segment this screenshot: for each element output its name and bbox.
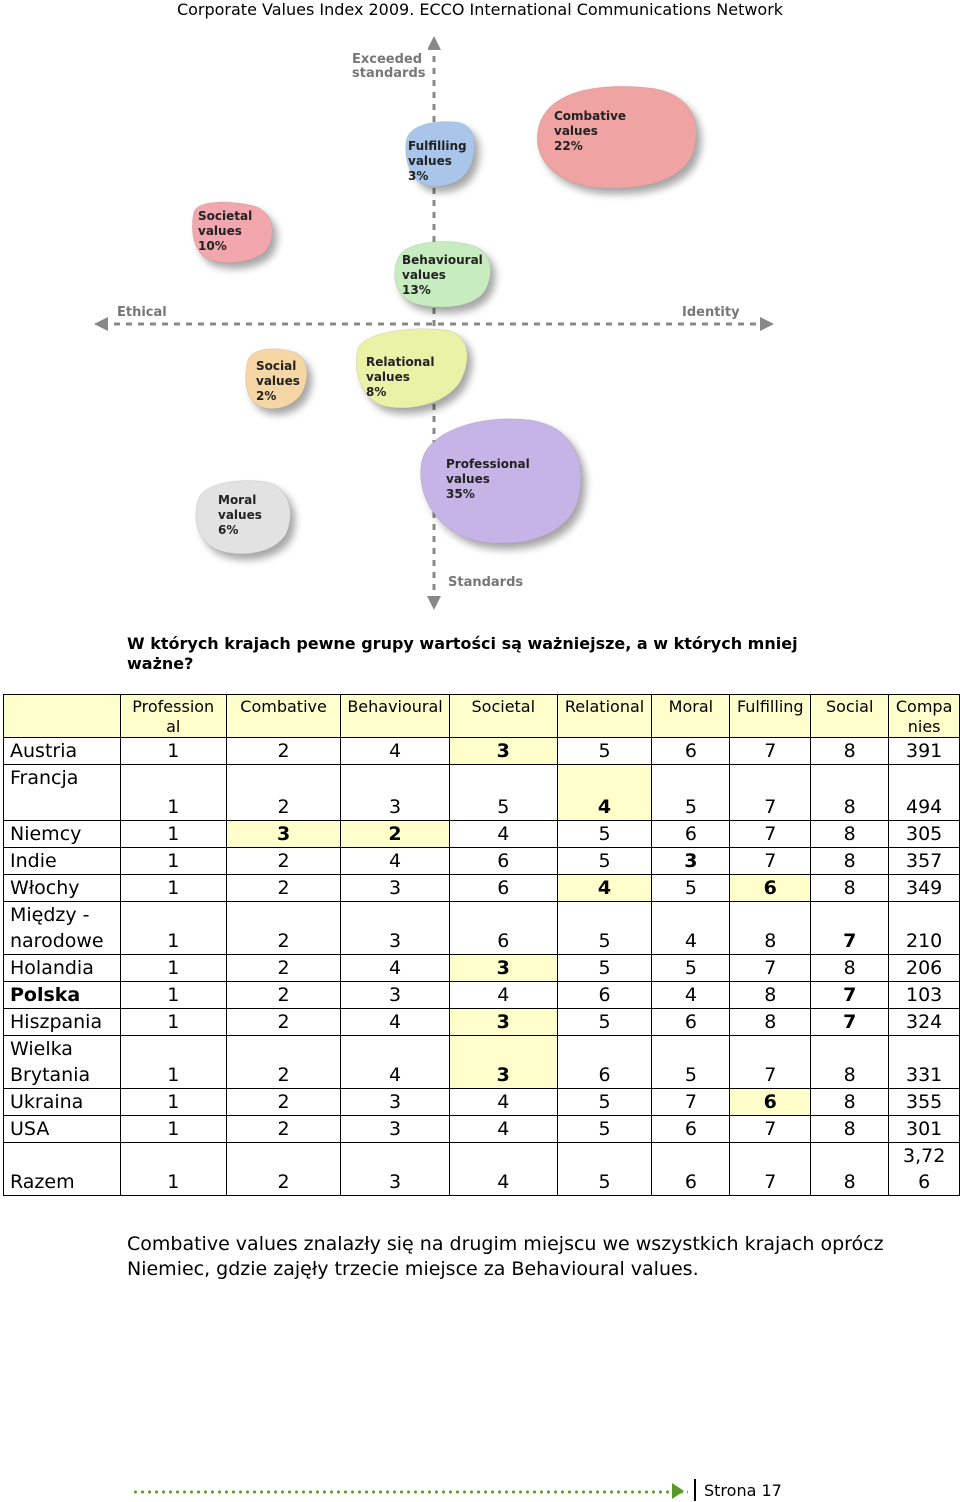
value-cell: 1	[120, 848, 226, 875]
axis-label-bottom: Standards	[448, 575, 524, 590]
stone-label-1-0: Fulfilling	[408, 139, 467, 153]
stone-label-3-1: values	[402, 268, 446, 282]
stone-label-3-2: 13%	[402, 283, 431, 297]
value-cell: 7	[730, 1036, 811, 1089]
country-cell: Holandia	[4, 955, 121, 982]
stone-label-5-1: values	[366, 370, 410, 384]
value-cell: 2	[226, 848, 340, 875]
value-cell: 7	[811, 902, 889, 955]
stone-label-7-1: values	[218, 508, 262, 522]
value-cell: 8	[811, 1143, 889, 1196]
value-cell: 7	[811, 982, 889, 1009]
value-cell: 8	[811, 821, 889, 848]
footer-divider	[694, 1479, 696, 1501]
value-cell: 494	[889, 765, 960, 821]
value-cell: 1	[120, 1116, 226, 1143]
value-cell: 4	[652, 902, 730, 955]
value-cell: 6	[652, 1009, 730, 1036]
value-cell: 305	[889, 821, 960, 848]
value-cell: 1	[120, 765, 226, 821]
country-cell: Hiszpania	[4, 1009, 121, 1036]
value-cell: 3	[341, 765, 450, 821]
country-cell: Polska	[4, 982, 121, 1009]
value-cell: 5	[557, 1143, 652, 1196]
value-cell: 7	[730, 765, 811, 821]
country-cell: Niemcy	[4, 821, 121, 848]
stone-label-0-2: 22%	[554, 139, 583, 153]
table-row	[4, 982, 960, 1009]
value-cell: 349	[889, 875, 960, 902]
value-cell: 2	[226, 982, 340, 1009]
value-cell: 2	[226, 1036, 340, 1089]
column-header: Moral	[652, 695, 730, 738]
value-cell: 3	[449, 1036, 557, 1089]
value-cell: 3	[341, 1143, 450, 1196]
value-cell: 4	[557, 765, 652, 821]
stone-label-3-0: Behavioural	[402, 253, 483, 267]
value-cell: 3	[341, 1089, 450, 1116]
axis-label-left: Ethical	[117, 305, 167, 320]
value-cell: 6	[449, 902, 557, 955]
value-cell: 357	[889, 848, 960, 875]
stone-label-4-0: Social	[256, 359, 297, 373]
country-cell: Włochy	[4, 875, 121, 902]
stone-label-4-2: 2%	[256, 389, 277, 403]
value-cell: 2	[226, 1116, 340, 1143]
value-cell: 5	[557, 1116, 652, 1143]
value-cell: 5	[652, 955, 730, 982]
value-cell: 6	[730, 1089, 811, 1116]
axis-arrow-down	[427, 596, 441, 610]
value-cell: 2	[226, 875, 340, 902]
value-cell: 8	[811, 1089, 889, 1116]
value-cell: 7	[730, 848, 811, 875]
value-cell: 4	[341, 848, 450, 875]
stone-label-2-1: values	[198, 224, 242, 238]
value-cell: 5	[652, 765, 730, 821]
value-cell: 3	[341, 902, 450, 955]
value-cell: 7	[652, 1089, 730, 1116]
value-cell: 6	[652, 821, 730, 848]
table-row	[4, 1009, 960, 1036]
value-cell: 5	[557, 902, 652, 955]
value-cell: 355	[889, 1089, 960, 1116]
country-cell: Ukraina	[4, 1089, 121, 1116]
value-cell: 3	[341, 1116, 450, 1143]
table-row	[4, 765, 960, 821]
table-row	[4, 1036, 960, 1089]
value-cell: 2	[226, 955, 340, 982]
axis-arrow-right	[760, 317, 774, 331]
value-cell: 7	[811, 1009, 889, 1036]
column-header: Compa nies	[889, 695, 960, 738]
values-ranking-table	[3, 694, 960, 1196]
value-cell: 2	[226, 765, 340, 821]
value-cell: 8	[811, 848, 889, 875]
value-cell: 6	[449, 875, 557, 902]
page-number: Strona 17	[704, 1481, 782, 1500]
value-cell: 8	[811, 875, 889, 902]
footer-dotted-line	[132, 1490, 688, 1494]
column-header: Fulfilling	[730, 695, 811, 738]
value-cell: 331	[889, 1036, 960, 1089]
stone-label-6-1: values	[446, 472, 490, 486]
axis-label-right: Identity	[682, 305, 740, 320]
value-cell: 5	[652, 875, 730, 902]
stone-label-2-2: 10%	[198, 239, 227, 253]
value-cell: 391	[889, 738, 960, 765]
value-cell: 6	[730, 875, 811, 902]
axis-label-top-1: Exceeded	[352, 52, 423, 67]
value-cell: 8	[811, 1036, 889, 1089]
stone-label-5-2: 8%	[366, 385, 387, 399]
value-cell: 3	[341, 982, 450, 1009]
stone-label-7-0: Moral	[218, 493, 257, 507]
value-cell: 3	[341, 875, 450, 902]
stone-label-6-0: Professional	[446, 457, 530, 471]
stone-label-1-2: 3%	[408, 169, 429, 183]
value-cell: 3	[449, 1009, 557, 1036]
value-cell: 1	[120, 875, 226, 902]
value-cell: 4	[449, 1116, 557, 1143]
value-cell: 1	[120, 1009, 226, 1036]
value-cell: 6	[652, 738, 730, 765]
value-cell: 2	[226, 1143, 340, 1196]
footer-arrow-icon	[672, 1483, 684, 1499]
country-cell: Razem	[4, 1143, 121, 1196]
table-row	[4, 738, 960, 765]
value-cell: 8	[730, 902, 811, 955]
value-cell: 4	[449, 1089, 557, 1116]
value-cell: 1	[120, 982, 226, 1009]
value-cell: 206	[889, 955, 960, 982]
stone-label-7-2: 6%	[218, 523, 239, 537]
axis-arrow-left	[94, 317, 108, 331]
country-cell: Między - narodowe	[4, 902, 121, 955]
table-row	[4, 1143, 960, 1196]
value-cell: 8	[811, 738, 889, 765]
value-cell: 8	[811, 955, 889, 982]
value-cell: 324	[889, 1009, 960, 1036]
header-corner	[4, 695, 121, 738]
stone-label-4-1: values	[256, 374, 300, 388]
value-cell: 4	[449, 1143, 557, 1196]
stone-label-0-0: Combative	[554, 109, 627, 123]
section-question: W których krajach pewne grupy wartości są ważniejsze, a w których mniej ważne?	[127, 634, 798, 673]
stone-professional	[421, 419, 581, 544]
table-row	[4, 821, 960, 848]
column-header: Combative	[226, 695, 340, 738]
value-cell: 2	[226, 1089, 340, 1116]
table-row	[4, 902, 960, 955]
value-cell: 4	[341, 955, 450, 982]
column-header: Social	[811, 695, 889, 738]
value-cell: 6	[652, 1116, 730, 1143]
value-cell: 7	[730, 738, 811, 765]
value-cell: 1	[120, 1143, 226, 1196]
value-cell: 2	[341, 821, 450, 848]
value-cell: 210	[889, 902, 960, 955]
conclusion-text: Combative values znalazły się na drugim miejscu we wszystkich krajach oprócz Niemiec, gdzie zajęły trzecie miejsce za Behavioural values.	[127, 1233, 884, 1280]
value-cell: 8	[730, 982, 811, 1009]
value-cell: 5	[557, 1009, 652, 1036]
value-cell: 1	[120, 902, 226, 955]
value-cell: 4	[652, 982, 730, 1009]
value-cell: 8	[811, 1116, 889, 1143]
value-cell: 103	[889, 982, 960, 1009]
value-cell: 301	[889, 1116, 960, 1143]
values-map-chart	[90, 30, 790, 630]
country-cell: Indie	[4, 848, 121, 875]
value-cell: 7	[730, 1116, 811, 1143]
stone-label-6-2: 35%	[446, 487, 475, 501]
value-cell: 1	[120, 738, 226, 765]
stone-label-2-0: Societal	[198, 209, 253, 223]
value-cell: 4	[341, 1036, 450, 1089]
stone-label-0-1: values	[554, 124, 598, 138]
country-cell: USA	[4, 1116, 121, 1143]
value-cell: 1	[120, 821, 226, 848]
table-row	[4, 1116, 960, 1143]
stone-label-5-0: Relational	[366, 355, 435, 369]
value-cell: 6	[449, 848, 557, 875]
value-cell: 5	[557, 821, 652, 848]
table-row	[4, 875, 960, 902]
value-cell: 6	[557, 982, 652, 1009]
column-header: Societal	[449, 695, 557, 738]
table-header-row	[4, 695, 960, 738]
value-cell: 1	[120, 1036, 226, 1089]
country-cell: Wielka Brytania	[4, 1036, 121, 1089]
value-cell: 6	[557, 1036, 652, 1089]
value-cell: 5	[557, 738, 652, 765]
axis-label-top-2: standards	[352, 66, 426, 81]
value-cell: 1	[120, 1089, 226, 1116]
value-cell: 5	[557, 848, 652, 875]
value-cell: 4	[449, 982, 557, 1009]
value-cell: 5	[449, 765, 557, 821]
value-cell: 5	[652, 1036, 730, 1089]
value-cell: 7	[730, 955, 811, 982]
axis-arrow-up	[427, 36, 441, 50]
table-row	[4, 848, 960, 875]
column-header: Profession al	[120, 695, 226, 738]
value-cell: 5	[557, 1089, 652, 1116]
column-header: Relational	[557, 695, 652, 738]
column-header: Behavioural	[341, 695, 450, 738]
page-header: Corporate Values Index 2009. ECCO International Communications Network	[176, 0, 784, 19]
value-cell: 4	[341, 738, 450, 765]
value-cell: 7	[730, 821, 811, 848]
value-cell: 3	[652, 848, 730, 875]
table-row	[4, 1089, 960, 1116]
value-cell: 2	[226, 902, 340, 955]
value-cell: 5	[557, 955, 652, 982]
country-cell: Francja	[4, 765, 121, 821]
stone-label-1-1: values	[408, 154, 452, 168]
value-cell: 3	[449, 955, 557, 982]
value-cell: 8	[811, 765, 889, 821]
value-cell: 7	[730, 1143, 811, 1196]
value-cell: 4	[557, 875, 652, 902]
value-cell: 3	[449, 738, 557, 765]
value-cell: 8	[730, 1009, 811, 1036]
value-cell: 4	[449, 821, 557, 848]
value-cell: 2	[226, 738, 340, 765]
value-cell: 3	[226, 821, 340, 848]
country-cell: Austria	[4, 738, 121, 765]
value-cell: 1	[120, 955, 226, 982]
value-cell: 4	[341, 1009, 450, 1036]
value-cell: 3,72 6	[889, 1143, 960, 1196]
value-cell: 2	[226, 1009, 340, 1036]
table-row	[4, 955, 960, 982]
value-cell: 6	[652, 1143, 730, 1196]
